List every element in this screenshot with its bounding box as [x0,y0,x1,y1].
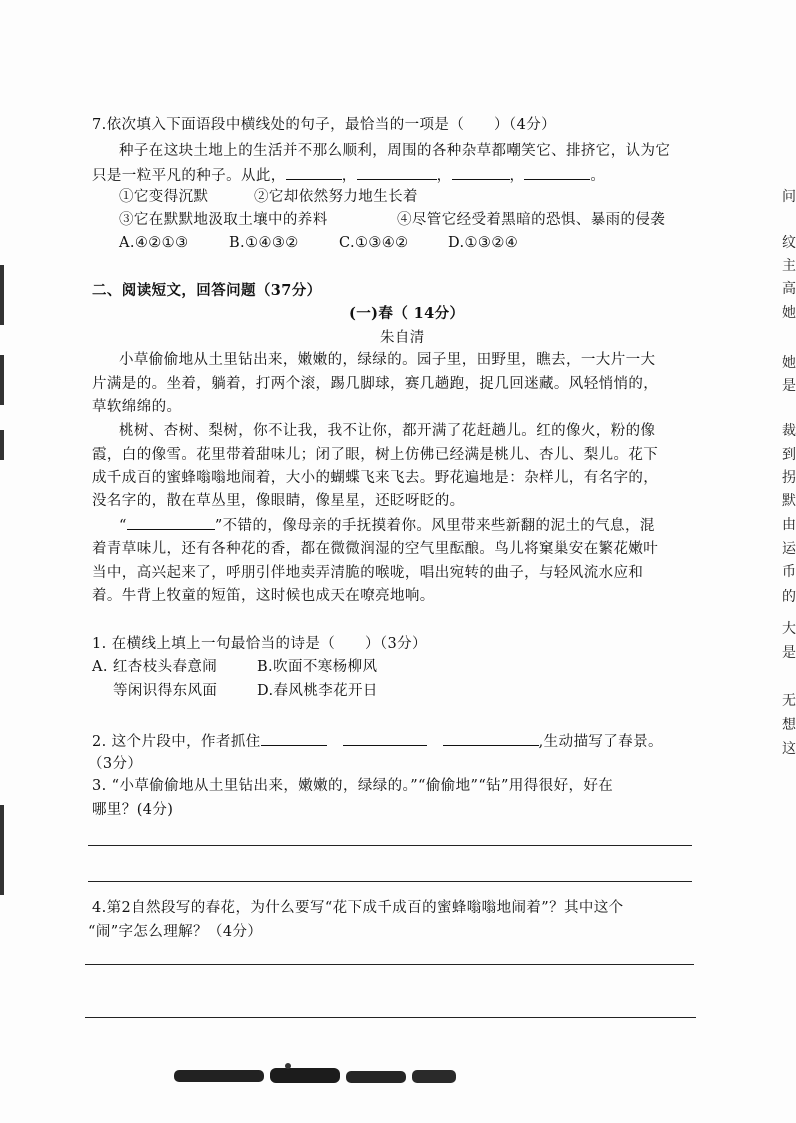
margin-char: 拐 [782,470,796,486]
q7-end: 。 [590,168,606,184]
passage-line: 着。牛背上牧童的短笛，这时候也成天在嘹亮地响。 [92,588,435,604]
scan-edge-mark [0,355,4,405]
answer-line[interactable] [88,845,692,846]
q7-blank-1[interactable] [286,165,342,180]
margin-char: 的 [782,589,796,605]
passage-line: 桃树、杏树、梨树，你不让我，我不让你，都开满了花赶趟儿。红的像火，粉的像 [119,423,656,439]
margin-char: 是 [782,645,796,661]
q7-option-4: ④尽管它经受着黑暗的恐惧、暴雨的侵袭 [397,212,666,228]
margin-char: 她 [782,305,796,321]
q2-blank-2[interactable] [343,731,427,746]
q7-text-line: 种子在这块土地上的生活并不那么顺利，周围的各种杂草都嘲笑它、排挤它，认为它 [119,143,671,159]
q7-blank-3[interactable] [452,165,510,180]
passage-line: 着青草味儿，还有各种花的香，都在微微润湿的空气里酝酿。鸟儿将窠巢安在繁花嫩叶 [92,541,659,557]
poem-blank[interactable] [127,515,215,530]
margin-char: 是 [782,378,796,394]
q2-text: 2. 这个片段中，作者抓住 [92,734,261,750]
passage-line: 霞，白的像雪。花里带着甜味儿；闭了眼，树上仿佛已经满是桃儿、杏儿、梨儿。花下 [92,447,659,463]
margin-char: 主 [782,258,796,274]
answer-line[interactable] [85,1017,696,1018]
q7-choice-c[interactable]: C.①③④② [339,235,409,251]
q2-score: （3分） [88,756,143,772]
margin-char: 裁 [782,423,796,439]
passage-line: 草软绵绵的。 [92,399,182,415]
question-3: 3. “小草偷偷地从土里钻出来，嫩嫩的，绿绿的。”“偷偷地”“钻”用得很好，好在 [92,778,614,794]
open-quote: “ [119,518,127,534]
scan-smudge [170,1062,460,1088]
margin-char: 想 [782,717,796,733]
q7-sep: ， [341,168,357,184]
margin-char: 大 [782,621,796,637]
q7-blank-line [92,165,605,186]
q2-blank-1[interactable] [261,731,327,746]
question-4: 4.第2自然段写的春花，为什么要写“花下成千成百的蜜蜂嗡嗡地闹着”？其中这个 [92,900,624,916]
margin-char: 无 [782,693,796,709]
q7-choice-d[interactable]: D.①③②④ [448,235,519,251]
q7-blank-2[interactable] [357,165,437,180]
answer-line[interactable] [85,964,694,965]
q2-text-end: ,生动描写了春景。 [538,734,663,750]
q7-option-3: ③它在默默地汲取土壤中的养料 [119,212,328,228]
margin-char: 高 [782,281,796,297]
margin-char: 由 [782,517,796,533]
margin-char: 运 [782,541,796,557]
question-4-cont: “闹”字怎么理解？（4分） [88,924,263,940]
scan-edge-mark [0,805,4,895]
passage-line: 成千成百的蜜蜂嗡嗡地闹着，大小的蝴蝶飞来飞去。野花遍地是：杂样儿，有名字的， [92,470,659,486]
passage-author: 朱自清 [380,330,425,346]
passage-title: (一)春（ 14分） [349,305,465,322]
margin-char: 这 [782,741,796,757]
q7-text: 只是一粒平凡的种子。从此， [92,168,286,184]
question-1: 1. 在横线上填上一句最恰当的诗是（ ）（3分） [92,636,427,652]
q2-blank-3[interactable] [443,731,539,746]
margin-char: 默 [782,493,796,509]
margin-char: 币 [782,564,796,580]
question-2 [92,731,663,752]
passage-blank-line [119,515,655,536]
q7-option-1: ①它变得沉默 [119,189,209,205]
q7-sep: ， [436,168,452,184]
question-3-cont: 哪里？(4分) [92,802,174,818]
q1-option-b[interactable]: B.吹面不寒杨柳风 [257,659,378,675]
q1-option-a[interactable]: A. 红杏枝头春意闹 [92,659,218,675]
passage-line: 当中，高兴起来了，呼朋引伴地卖弄清脆的喉咙，唱出宛转的曲子，与轻风流水应和 [92,565,644,581]
margin-char: 她 [782,355,796,371]
q1-option-c[interactable]: 等闲识得东风面 [113,683,218,699]
q7-option-2: ②它却依然努力地生长着 [254,189,418,205]
margin-char: 问 [782,189,796,205]
scan-edge-mark [0,265,4,325]
section-heading: 二、阅读短文，回答问题（37分） [92,282,322,299]
margin-char: 到 [782,447,796,463]
scan-edge-mark [0,430,4,460]
q7-stem: 7.依次填入下面语段中横线处的句子，最恰当的一项是（ ）（4分） [92,117,557,133]
q7-sep: ， [509,168,525,184]
q1-option-d[interactable]: D.春风桃李花开日 [257,683,378,699]
q7-choice-a[interactable]: A.④②①③ [119,235,189,251]
passage-text: ”不错的，像母亲的手抚摸着你。风里带来些新翻的泥土的气息，混 [214,518,655,534]
margin-char: 纹 [782,235,796,251]
q7-blank-4[interactable] [524,165,590,180]
passage-line: 小草偷偷地从土里钻出来，嫩嫩的，绿绿的。园子里，田野里，瞧去，一大片一大 [119,352,656,368]
q7-choice-b[interactable]: B.①④③② [229,235,299,251]
passage-line: 片满是的。坐着，躺着，打两个滚，踢几脚球，赛几趟跑，捉几回迷藏。风轻悄悄的， [92,376,659,392]
passage-line: 没名字的，散在草丛里，像眼睛，像星星，还眨呀眨的。 [92,493,465,509]
answer-line[interactable] [88,881,692,882]
